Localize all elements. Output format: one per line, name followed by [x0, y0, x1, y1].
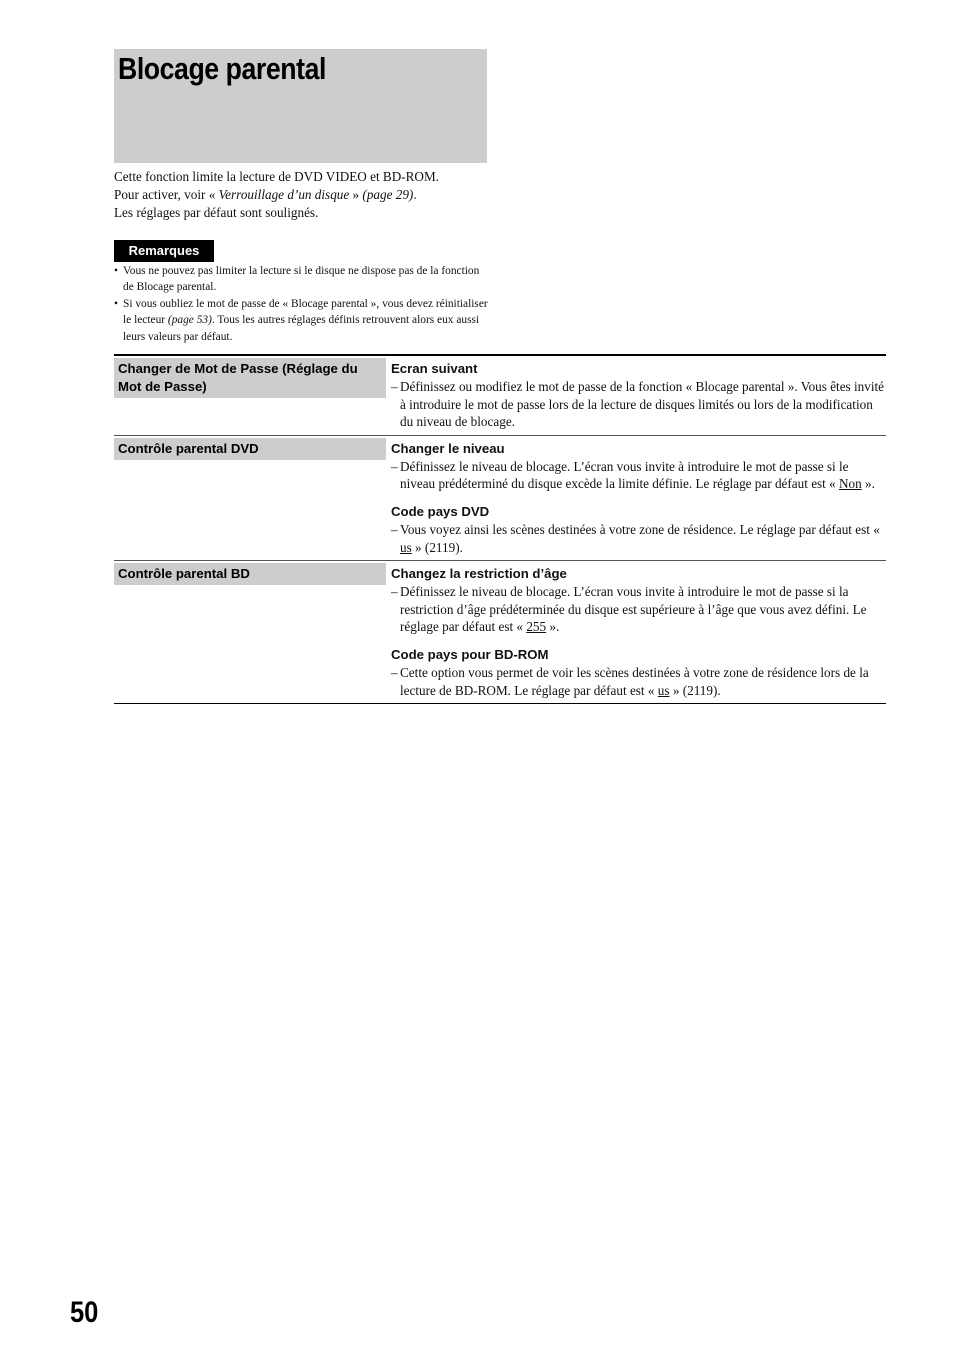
table-row	[114, 356, 886, 435]
page-number: 50	[70, 1296, 99, 1329]
item-description: – Définissez ou modifiez le mot de passe de la fonction « Blocage parental ». Vous êtes invité à introduire le mot de passe lors de la lecture de disques limités ou lors de la modification du niveau de blocage.	[391, 379, 885, 430]
settings-table	[114, 354, 886, 704]
intro-line-3: Les réglages par défaut sont soulignés.	[114, 205, 319, 220]
remarks-list	[114, 263, 489, 345]
default-value: 255	[526, 619, 547, 635]
item-description: – Définissez le niveau de blocage. L’écran vous invite à introduire le mot de passe si le niveau prédéterminé du disque excède la limite définie. Le réglage par défaut est « Non ».	[391, 458, 875, 492]
table-row	[114, 560, 886, 703]
setting-item	[391, 358, 886, 431]
setting-label: Changer de Mot de Passe (Réglage du Mot de Passe)	[114, 358, 386, 398]
item-description: – Vous voyez ainsi les scènes destinées à votre zone de résidence. Le réglage par défaut est « us » (2119).	[391, 521, 880, 555]
item-title: Code pays pour BD-ROM	[391, 646, 549, 662]
item-title: Code pays DVD	[391, 503, 490, 519]
item-description: – Cette option vous permet de voir les scènes destinées à votre zone de résidence lors de la lecture de BD-ROM. Le réglage par défaut est « us » (2119).	[391, 664, 869, 698]
table-row	[114, 435, 886, 560]
setting-item	[391, 501, 886, 556]
item-description: – Définissez le niveau de blocage. L’écran vous invite à introduire le mot de passe si la restriction d’âge prédéterminée du disque est supérieure à l’âge que vous avez défini. Le réglage par défaut est « 255 ».	[391, 584, 867, 635]
setting-label: Contrôle parental BD	[114, 563, 386, 585]
remark-item: • Vous ne pouvez pas limiter la lecture si le disque ne dispose pas de la fonction de Blocage parental.	[114, 265, 480, 294]
item-title: Changez la restriction d’âge	[391, 566, 567, 582]
page-reference: (page 29)	[362, 187, 414, 202]
intro-line-2: Pour activer, voir « Verrouillage d’un disque » (page 29).	[114, 187, 417, 202]
default-value: us	[657, 682, 670, 698]
bullet-icon: •	[114, 265, 118, 277]
setting-label: Contrôle parental DVD	[114, 438, 386, 460]
bullet-icon: •	[114, 297, 118, 310]
remarks-label: Remarques	[114, 240, 214, 262]
setting-item	[391, 563, 886, 636]
default-value: us	[400, 539, 412, 555]
title-banner	[114, 49, 487, 163]
default-value: Non	[839, 476, 862, 492]
setting-item	[391, 644, 886, 699]
remark-item: • Si vous oubliez le mot de passe de « Blocage parental », vous devez réinitialiser le lecteur (page 53). Tous les autres réglages définis retrouvent alors eux aussi leurs valeurs par défaut.	[114, 297, 488, 343]
setting-item	[391, 438, 886, 493]
item-title: Ecran suivant	[391, 361, 478, 376]
intro-text	[114, 168, 494, 222]
intro-line-1: Cette fonction limite la lecture de DVD VIDEO et BD-ROM.	[114, 169, 439, 184]
cross-reference: Verrouillage d’un disque	[218, 187, 350, 202]
page-reference: (page 53)	[167, 314, 212, 327]
item-title: Changer le niveau	[391, 440, 505, 456]
page-title: Blocage parental	[118, 51, 326, 86]
